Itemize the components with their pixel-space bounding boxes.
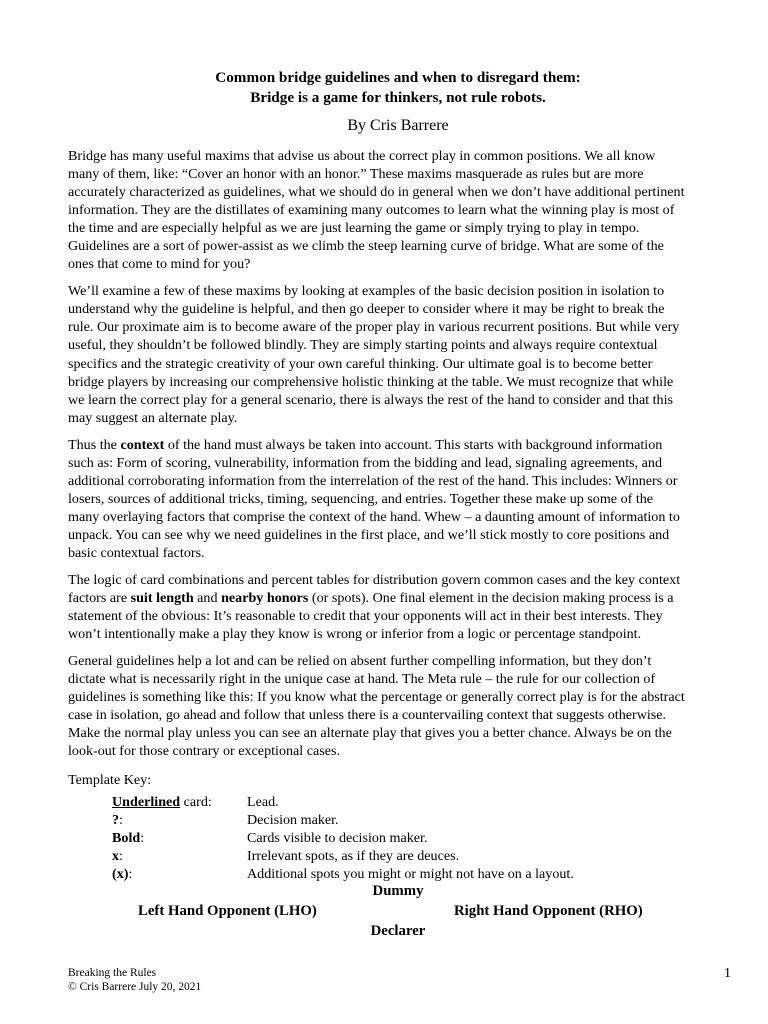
text-line: Make the normal play unless you can see an alternate play that gives you a better chance. Always be on the [68,725,672,742]
key-description: Decision maker. [247,811,339,828]
key-description: Irrelevant spots, as if they are deuces. [247,847,460,864]
text-run: of the hand must always be taken into account. This starts with background information [164,436,663,453]
key-description: Additional spots you might or might not have on a layout. [247,865,574,882]
dummy-label: Dummy [372,882,424,899]
text-line: dictate what is necessarily right in the unique case at hand. The Meta rule – the rule for our collection of [68,671,656,688]
page-number: 1 [724,966,731,981]
key-term-label: Bold [112,829,141,846]
paragraph-5 [68,652,728,760]
document-title [68,68,728,108]
text-line: Bridge has many useful maxims that advise us about the correct play in common positions. We all know [68,148,656,164]
key-description: Lead. [247,793,279,810]
text-line: Guidelines are a sort of power-assist as we climb the steep learning curve of bridge. What are some of the [68,238,664,255]
text-line: may suggest an alternate play. [68,409,238,426]
text-line: losers, sources of additional tricks, timing, sequencing, and entries. Together these make up some of the [68,490,654,507]
text-run: factors are [68,590,131,607]
text-line: We’ll examine a few of these maxims by looking at examples of the basic decision position in isolation to [68,283,665,300]
key-term-suffix: : [140,829,145,846]
rho-label: Right Hand Opponent (RHO) [454,902,643,919]
key-term-suffix: : [119,811,123,828]
text-line: The logic of card combinations and percent tables for distribution govern common cases and the key context [68,572,681,589]
text-line: specifics and the strategic creativity of your own careful thinking. Our ultimate goal is to become better [68,355,653,372]
text-line: accurately characterized as guidelines, what we should do in general when we don’t have additional pertinent [68,184,685,201]
title-line-1: Common bridge guidelines and when to disregard them: [215,69,581,86]
text-line: guidelines is something like this: If you know what the percentage or generally correct play is for the abstract [68,689,685,706]
hand-layout-diagram [68,883,728,947]
paragraph-2 [68,282,728,426]
text-line: statement of the obvious: It’s reasonable to credit that your opponents will act in their best interests. They [68,608,663,625]
declarer-label: Declarer [370,922,426,939]
text-line: we learn the correct play for a general scenario, there is always the rest of the hand to consider and that this [68,391,674,408]
key-term-suffix: : [119,847,123,864]
template-key-row [112,865,728,883]
key-term-label: Underlined [112,793,181,810]
bold-term-context: context [120,436,165,453]
footer-title: Breaking the Rules [68,967,157,979]
key-term-label: x [112,847,120,864]
template-key-table [112,793,728,883]
key-term [112,793,247,811]
author-byline: By Cris Barrere [347,117,449,134]
text-line: such as: Form of scoring, vulnerability, information from the bidding and lead, signaling agreements, and [68,454,663,471]
key-term-suffix: : [128,865,133,882]
text-line: ones that come to mind for you? [68,256,251,273]
template-key-row [112,811,728,829]
key-term [112,847,247,865]
text-line: bridge players by increasing our comprehensive holistic thinking at the table. We must recognize that while [68,373,674,390]
template-key-title: Template Key: [68,771,152,788]
text-line [68,589,728,607]
text-line: information. They are the distillates of examining many outcomes to learn what the winning play is most of [68,202,675,219]
lho-label: Left Hand Opponent (LHO) [138,902,317,919]
key-term-label: (x) [112,865,129,882]
text-line [68,436,728,454]
title-line-2: Bridge is a game for thinkers, not rule robots. [250,89,546,106]
paragraph-3 [68,436,728,562]
text-line: additional corroborating information from the interrelation of the rest of the hand. This includes: Winners or [68,472,678,489]
text-line: understand why the guideline is helpful, and then go deeper to consider where it may be right to break the [68,301,665,318]
bold-term-suit-length: suit length [130,590,194,607]
template-key-row [112,829,728,847]
text-line: many overlaying factors that comprise the context of the hand. Whew – a daunting amount of information to [68,508,680,525]
text-line: basic contextual factors. [68,544,205,561]
text-line: case in isolation, go ahead and follow that unless there is a countervailing context that suggests otherwise. [68,707,667,724]
text-line: useful, they shouldn’t be followed blindly. They are simply starting points and always require contextual [68,337,658,354]
text-line: General guidelines help a lot and can be relied on absent further compelling information, but they don’t [68,653,652,670]
key-term-label: ? [112,811,120,828]
key-description: Cards visible to decision maker. [247,829,428,846]
key-term [112,829,247,847]
footer-copyright: © Cris Barrere July 20, 2021 [68,981,202,993]
key-term [112,811,247,829]
paragraph-4 [68,571,728,643]
text-run: (or spots). One final element in the decision making process is a [308,590,674,607]
document-page [68,68,728,947]
text-line: many of them, like: “Cover an honor with an honor.” These maxims masquerade as rules but are more [68,166,644,183]
paragraph-1 [68,147,728,273]
text-line: unpack. You can see why we need guidelines in the first place, and we’ll stick mostly to core positions and [68,526,670,543]
key-term-suffix: card: [180,793,212,810]
bold-term-nearby-honors: nearby honors [221,590,309,607]
text-line: look-out for those contrary or exceptional cases. [68,743,340,760]
key-term [112,865,247,883]
text-line: won’t intentionally make a play they know is wrong or inferior from a logic or percentage standpoint. [68,626,642,643]
text-run: and [193,590,222,607]
text-run: Thus the [68,436,121,453]
template-key-row [112,793,728,811]
page-footer [68,966,201,994]
text-line: rule. Our proximate aim is to become aware of the proper play in various recurrent positions. But while very [68,319,680,336]
template-key-row [112,847,728,865]
text-line: the time and are especially helpful as we are just learning the game or simply trying to play in tempo. [68,220,640,237]
